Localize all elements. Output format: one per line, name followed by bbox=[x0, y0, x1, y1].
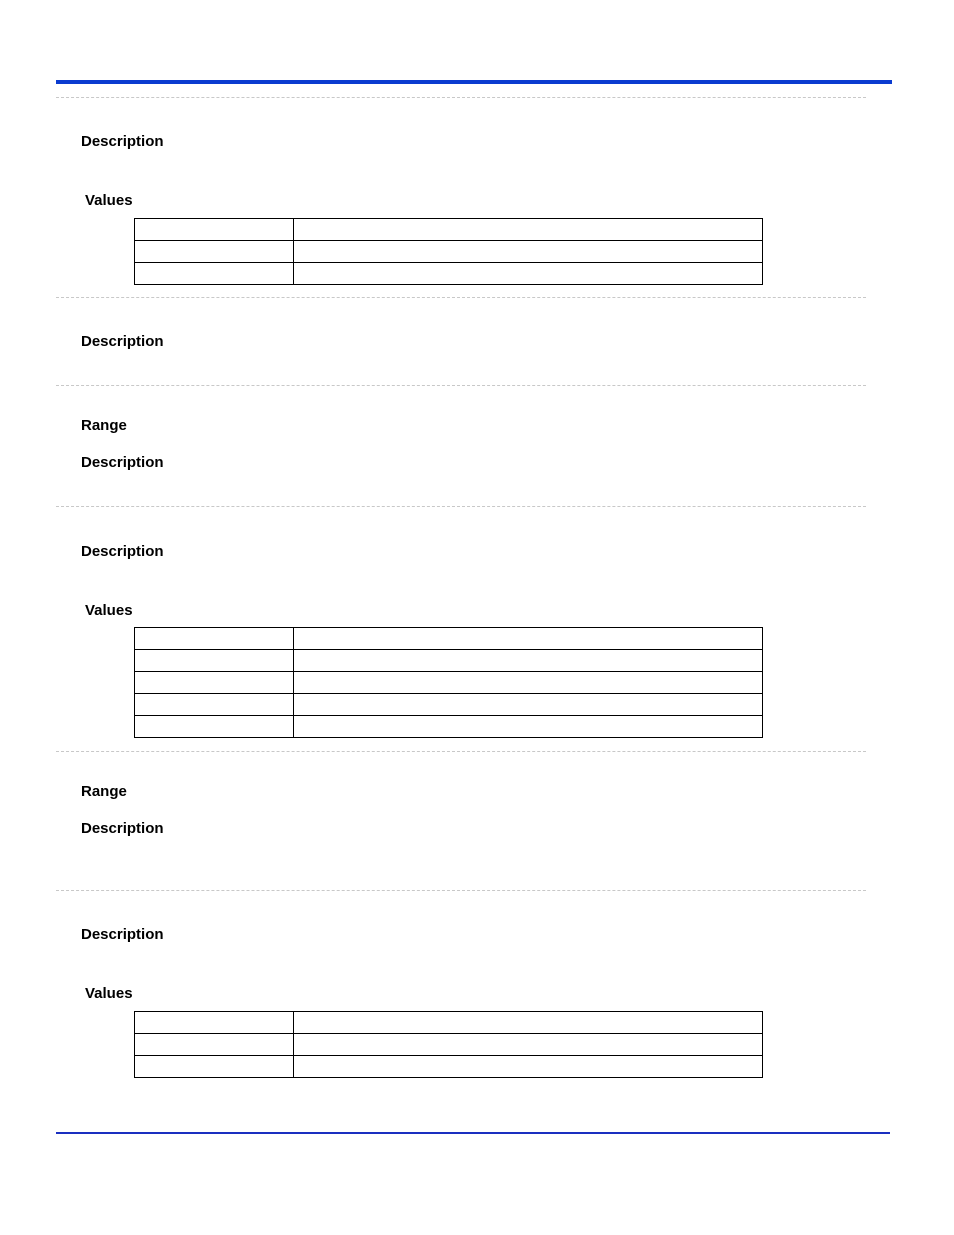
values-table bbox=[134, 627, 763, 738]
description-label: Description bbox=[81, 454, 164, 471]
table-cell bbox=[294, 263, 763, 285]
values-label: Values bbox=[85, 192, 133, 209]
table-cell bbox=[135, 1034, 294, 1056]
values-label: Values bbox=[85, 985, 133, 1002]
table-cell bbox=[294, 650, 763, 672]
table-row bbox=[135, 716, 763, 738]
header-rule bbox=[56, 80, 892, 84]
table-cell bbox=[135, 628, 294, 650]
table-row bbox=[135, 1056, 763, 1078]
table-cell bbox=[294, 672, 763, 694]
description-label: Description bbox=[81, 133, 164, 150]
table-cell bbox=[294, 1034, 763, 1056]
description-label: Description bbox=[81, 926, 164, 943]
section-separator bbox=[56, 751, 866, 752]
table-row bbox=[135, 263, 763, 285]
table-cell bbox=[294, 628, 763, 650]
table-cell bbox=[135, 1012, 294, 1034]
table-cell bbox=[135, 241, 294, 263]
table-cell bbox=[294, 1012, 763, 1034]
table-row bbox=[135, 219, 763, 241]
table-cell bbox=[294, 241, 763, 263]
description-label: Description bbox=[81, 820, 164, 837]
table-cell bbox=[135, 694, 294, 716]
table-row bbox=[135, 650, 763, 672]
section-separator bbox=[56, 506, 866, 507]
table-cell bbox=[294, 1056, 763, 1078]
table-cell bbox=[135, 1056, 294, 1078]
table-row bbox=[135, 241, 763, 263]
section-separator bbox=[56, 297, 866, 298]
table-cell bbox=[135, 650, 294, 672]
table-cell bbox=[135, 219, 294, 241]
table-row bbox=[135, 694, 763, 716]
section-separator bbox=[56, 385, 866, 386]
footer-rule bbox=[56, 1132, 890, 1134]
values-table bbox=[134, 1011, 763, 1078]
table-row bbox=[135, 1034, 763, 1056]
table-cell bbox=[294, 694, 763, 716]
range-label: Range bbox=[81, 783, 127, 800]
table-cell bbox=[294, 716, 763, 738]
values-table bbox=[134, 218, 763, 285]
table-cell bbox=[135, 672, 294, 694]
section-separator bbox=[56, 97, 866, 98]
table-cell bbox=[135, 263, 294, 285]
section-separator bbox=[56, 890, 866, 891]
table-row bbox=[135, 672, 763, 694]
values-label: Values bbox=[85, 602, 133, 619]
description-label: Description bbox=[81, 543, 164, 560]
table-row bbox=[135, 1012, 763, 1034]
description-label: Description bbox=[81, 333, 164, 350]
table-cell bbox=[294, 219, 763, 241]
table-cell bbox=[135, 716, 294, 738]
range-label: Range bbox=[81, 417, 127, 434]
table-row bbox=[135, 628, 763, 650]
